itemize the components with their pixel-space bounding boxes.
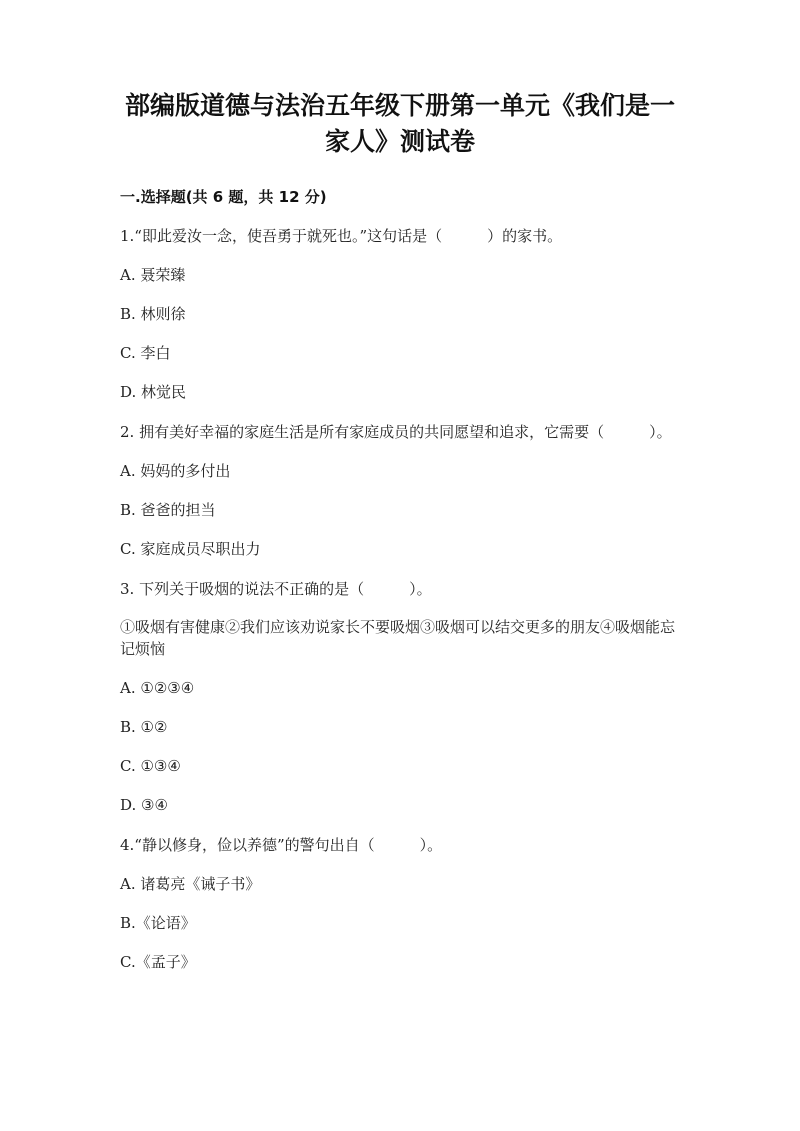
- option-a: A. 聂荣臻: [120, 266, 186, 284]
- option-b: B. ①②: [120, 718, 168, 736]
- option-c: C. ①③④: [120, 757, 181, 775]
- option-c: C.《孟子》: [120, 953, 196, 971]
- question-statements: ①吸烟有害健康②我们应该劝说家长不要吸烟③吸烟可以结交更多的朋友④吸烟能忘记烦恼: [120, 618, 676, 658]
- option-d: D. ③④: [120, 796, 168, 814]
- section-heading: 一.选择题(共 6 题，共 12 分): [120, 188, 327, 206]
- question-stem: 1.“即此爱汝一念，使吾勇于就死也。”这句话是（ ）的家书。: [120, 227, 563, 245]
- option-a: A. ①②③④: [120, 679, 195, 697]
- option-c: C. 李白: [120, 344, 171, 362]
- option-b: B.《论语》: [120, 914, 196, 932]
- question-4: [120, 834, 680, 973]
- question-1: [120, 225, 680, 403]
- option-b: B. 爸爸的担当: [120, 501, 216, 519]
- option-d: D. 林觉民: [120, 383, 187, 401]
- question-stem: 2. 拥有美好幸福的家庭生活是所有家庭成员的共同愿望和追求，它需要（ ）。: [120, 423, 672, 441]
- page-title-line-1: 部编版道德与法治五年级下册第一单元《我们是一: [124, 91, 675, 120]
- option-c: C. 家庭成员尽职出力: [120, 540, 261, 558]
- option-a: A. 妈妈的多付出: [120, 462, 231, 480]
- question-3: [120, 578, 680, 816]
- question-stem: 4.“静以修身，俭以养德”的警句出自（ ）。: [120, 836, 443, 854]
- page-title: [120, 88, 680, 160]
- question-stem: 3. 下列关于吸烟的说法不正确的是（ ）。: [120, 580, 432, 598]
- option-a: A. 诸葛亮《诫子书》: [120, 875, 261, 893]
- option-b: B. 林则徐: [120, 305, 186, 323]
- page-title-line-2: 家人》测试卷: [324, 127, 475, 156]
- question-2: [120, 421, 680, 560]
